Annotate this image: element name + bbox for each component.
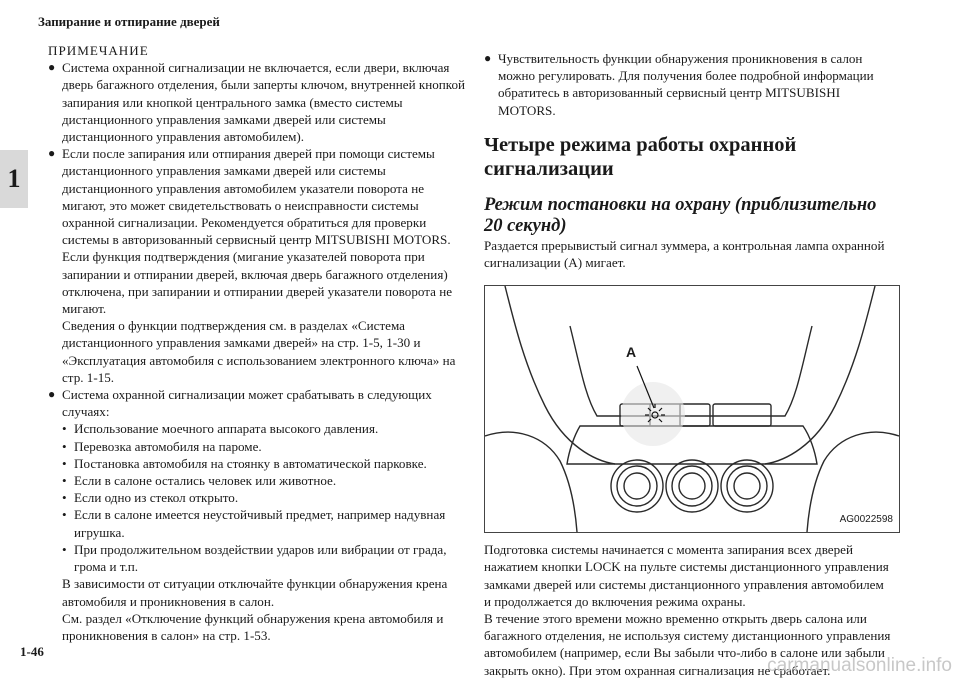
figure-code: AG0022598 bbox=[839, 514, 893, 526]
figure-console-illustration bbox=[484, 285, 900, 533]
note-bullet-2-p3: Сведения о функции подтверждения см. в разделах «Система дистанционного управления замками дверей» на стр. 1-5, 1-30 и «Эксплуатация автомобиля с использованием электронного ключа» на стр. 1-15. bbox=[62, 318, 456, 385]
page-number: 1-46 bbox=[20, 644, 44, 659]
page-header-title: Запирание и отпирание дверей bbox=[38, 14, 220, 29]
bullet-dot-icon: ● bbox=[48, 60, 56, 75]
watermark-text: carmanualsonline.info bbox=[767, 655, 952, 676]
list-item: • Если в салоне имеется неустойчивый предмет, например надувная игрушка. bbox=[62, 507, 446, 540]
arming-paragraph-2: В течение этого времени можно временно открыть дверь салона или багажного отделения, не используя систему дистанционного управления автомобилем (например, если Вы забыли что-либо в салоне или забыли закрыть окно). При этом охранная сигнализация не сработает. bbox=[484, 611, 891, 678]
section-heading: Четыре режима работы охранной сигнализации bbox=[484, 133, 797, 180]
bullet-dot-icon: ● bbox=[48, 387, 56, 402]
note-bullet-3-tail-2: См. раздел «Отключение функций обнаружения крена автомобиля и проникновения в салон» на стр. 1-53. bbox=[62, 610, 444, 643]
arming-paragraph-1: Подготовка системы начинается с момента запирания всех дверей нажатием кнопки LOCK на пульте системы дистанционного управления замками дверей или системы дистанционного управления автомобилем и продолжается до включения режима охраны. bbox=[484, 542, 889, 609]
figure-label-a: A bbox=[626, 344, 637, 361]
bullet-dot-icon: ● bbox=[484, 51, 492, 65]
right-column bbox=[484, 50, 894, 679]
note-bullet-2-p1: Если после запирания или отпирания дверей при помощи системы дистанционного управления замками дверей или системы дистанционного управления автомобилем указатели поворота не мигают, это может свидетельствовать о неисправности системы охранной сигнализации. Рекомендуется обратиться для проверки системы в авторизованный сервисный центр MITSUBISHI MOTORS. bbox=[62, 146, 451, 248]
sensitivity-bullet-text: Чувствительность функции обнаружения проникновения в салон можно регулировать. Для получения более подробной информации обратитесь в авторизованный сервисный центр MITSUBISHI MOTORS. bbox=[498, 51, 874, 118]
note-bullet-1 bbox=[48, 59, 468, 145]
mode-intro-text: Раздается прерывистый сигнал зуммера, а контрольная лампа охранной сигнализации (A) мигает. bbox=[484, 237, 885, 271]
note-bullet-3-tail-1: В зависимости от ситуации отключайте функции обнаружения крена автомобиля и проникновения в салон. bbox=[62, 576, 448, 609]
note-bullet-1-text: Система охранной сигнализации не включается, если двери, включая дверь багажного отделения, были заперты ключом, внутренней кнопкой запирания или кнопкой центрального замка (вместо системы дистанционного управления замками дверей или системы дистанционного управления автомобилем). bbox=[62, 60, 466, 145]
list-item: • Постановка автомобиля на стоянку в автоматической парковке. bbox=[62, 455, 427, 471]
list-item: • Использование моечного аппарата высокого давления. bbox=[62, 421, 379, 437]
note-bullet-2 bbox=[48, 145, 468, 386]
chapter-tab-number: 1 bbox=[7, 164, 21, 193]
console-drawing bbox=[485, 286, 899, 532]
list-item: • При продолжительном воздействии ударов или вибрации от града, грома и т.п. bbox=[62, 541, 447, 575]
list-item: • Если одно из стекол открыто. bbox=[62, 490, 239, 506]
note-bullet-3-intro: Система охранной сигнализации может срабатывать в следующих случаях: bbox=[62, 387, 432, 420]
note-title: ПРИМЕЧАНИЕ bbox=[48, 43, 149, 58]
left-column bbox=[48, 42, 468, 644]
note-bullet-2-p2: Если функция подтверждения (мигание указателей поворота при запирании и отпирании дверей, включая дверь багажного отделения) отключена, при запирании и отпирании дверей указатели поворота не мигают. bbox=[62, 249, 453, 317]
chapter-tab bbox=[0, 150, 28, 208]
list-item: • Перевозка автомобиля на пароме. bbox=[62, 438, 262, 454]
list-item: • Если в салоне остались человек или животное. bbox=[62, 473, 337, 489]
subsection-heading: Режим постановки на охрану (приблизительно 20 секунд) bbox=[484, 194, 877, 236]
sensitivity-bullet bbox=[484, 50, 894, 119]
note-bullet-3 bbox=[48, 386, 468, 420]
bullet-dot-icon: ● bbox=[48, 146, 56, 161]
